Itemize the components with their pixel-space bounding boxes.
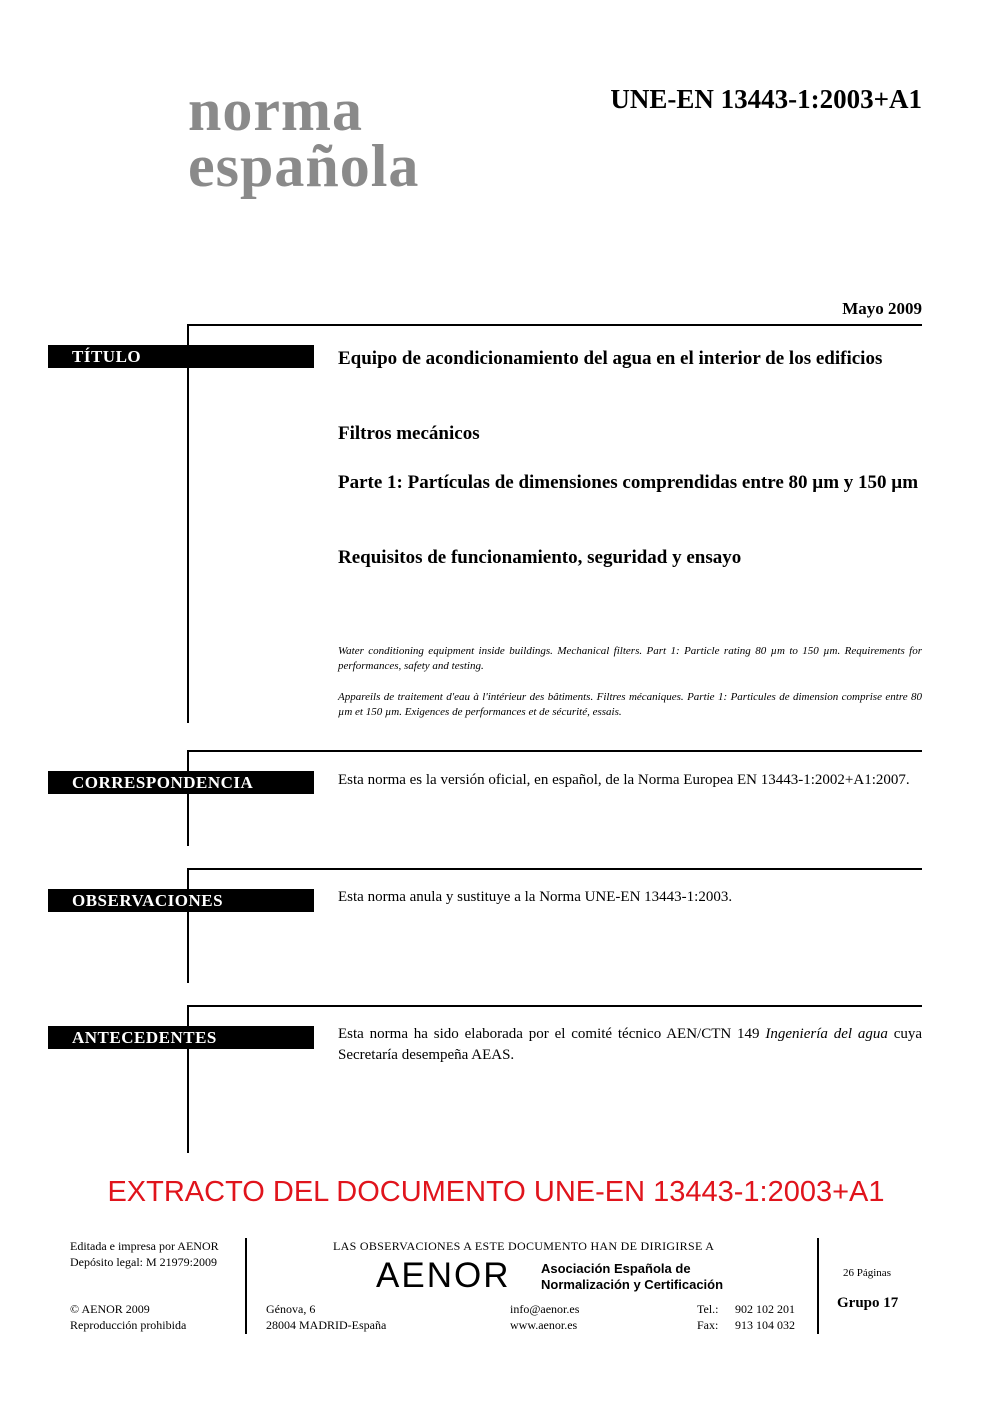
footer-tel-label: Tel.: <box>697 1302 719 1316</box>
antecedentes-text <box>338 1024 922 1066</box>
footer-observations-notice: LAS OBSERVACIONES A ESTE DOCUMENTO HAN DE DIRIGIRSE A <box>333 1239 715 1253</box>
antecedentes-committee-name: Ingeniería del agua <box>765 1026 888 1042</box>
label-observaciones: OBSERVACIONES <box>48 889 314 912</box>
aenor-association-name <box>541 1261 723 1293</box>
footer-phone-labels <box>697 1301 719 1333</box>
title-sub-1: Filtros mecánicos <box>338 423 480 444</box>
footer-tel: 902 102 201 <box>735 1302 795 1316</box>
section-rule-titulo <box>187 324 922 326</box>
title-main: Equipo de acondicionamiento del agua en el interior de los edificios <box>338 348 883 369</box>
footer-street: Génova, 6 <box>266 1302 316 1316</box>
footer-separator-right <box>817 1238 819 1334</box>
footer-pages: 26 Páginas <box>843 1267 891 1279</box>
section-stem-observaciones <box>187 868 189 983</box>
footer-fax: 913 104 032 <box>735 1318 795 1332</box>
section-stem-titulo <box>187 324 189 723</box>
footer-edited: Editada e impresa por AENOR <box>70 1239 219 1253</box>
correspondencia-text: Esta norma es la versión oficial, en español, de la Norma Europea EN 13443-1:2002+A1:2007. <box>338 772 910 788</box>
brand-line-1: norma <box>188 77 363 143</box>
title-english: Water conditioning equipment inside buildings. Mechanical filters. Part 1: Particle rating 80 µm to 150 µm. Requirements for performances, safety and testing. <box>338 645 922 672</box>
observaciones-text: Esta norma anula y sustituye a la Norma UNE-EN 13443-1:2003. <box>338 889 733 905</box>
footer-deposit: Depósito legal: M 21979:2009 <box>70 1255 217 1269</box>
standard-code: UNE-EN 13443-1:2003+A1 <box>610 84 922 114</box>
aenor-association-line-2: Normalización y Certificación <box>541 1277 724 1292</box>
footer-contact <box>510 1301 579 1333</box>
footer-reproduction: Reproducción prohibida <box>70 1318 187 1332</box>
footer-email[interactable]: info@aenor.es <box>510 1302 580 1316</box>
section-stem-correspondencia <box>187 750 189 846</box>
section-rule-correspondencia <box>187 750 922 752</box>
footer-copyright: © AENOR 2009 <box>70 1302 150 1316</box>
title-sub-2: Parte 1: Partículas de dimensiones comprendidas entre 80 µm y 150 µm <box>338 472 919 493</box>
footer-address <box>266 1301 386 1333</box>
extract-notice: EXTRACTO DEL DOCUMENTO UNE-EN 13443-1:2003+A1 <box>107 1176 885 1208</box>
aenor-logo-word: AENOR <box>376 1256 511 1295</box>
footer-group: Grupo 17 <box>837 1295 899 1311</box>
section-rule-antecedentes <box>187 1005 922 1007</box>
footer-web[interactable]: www.aenor.es <box>510 1318 578 1332</box>
footer-rights <box>70 1301 186 1333</box>
antecedentes-text-part-2: cuya Secretaría desempeña AEAS. <box>338 1026 923 1063</box>
aenor-association-line-1: Asociación Española de <box>541 1261 691 1276</box>
footer-publisher <box>70 1238 219 1270</box>
label-antecedentes: ANTECEDENTES <box>48 1026 314 1049</box>
brand-line-2: española <box>188 133 420 199</box>
footer-phone-numbers <box>735 1301 795 1333</box>
title-sub-3: Requisitos de funcionamiento, seguridad y ensayo <box>338 547 742 568</box>
publication-date: Mayo 2009 <box>842 299 922 318</box>
footer-fax-label: Fax: <box>697 1318 719 1332</box>
section-rule-observaciones <box>187 868 922 870</box>
label-correspondencia: CORRESPONDENCIA <box>48 771 314 794</box>
brand-title <box>188 77 420 199</box>
title-french: Appareils de traitement d'eau à l'intérieur des bâtiments. Filtres mécaniques. Partie 1: Particules de dimension comprise entre 80 µm et 150 µm. Exigences de performances et de sécurité, essais. <box>338 691 922 718</box>
footer-separator-left <box>245 1238 247 1334</box>
label-titulo: TÍTULO <box>48 345 314 368</box>
footer-city: 28004 MADRID-España <box>266 1318 387 1332</box>
antecedentes-text-part-1: Esta norma ha sido elaborada por el comité técnico AEN/CTN 149 <box>338 1026 766 1042</box>
